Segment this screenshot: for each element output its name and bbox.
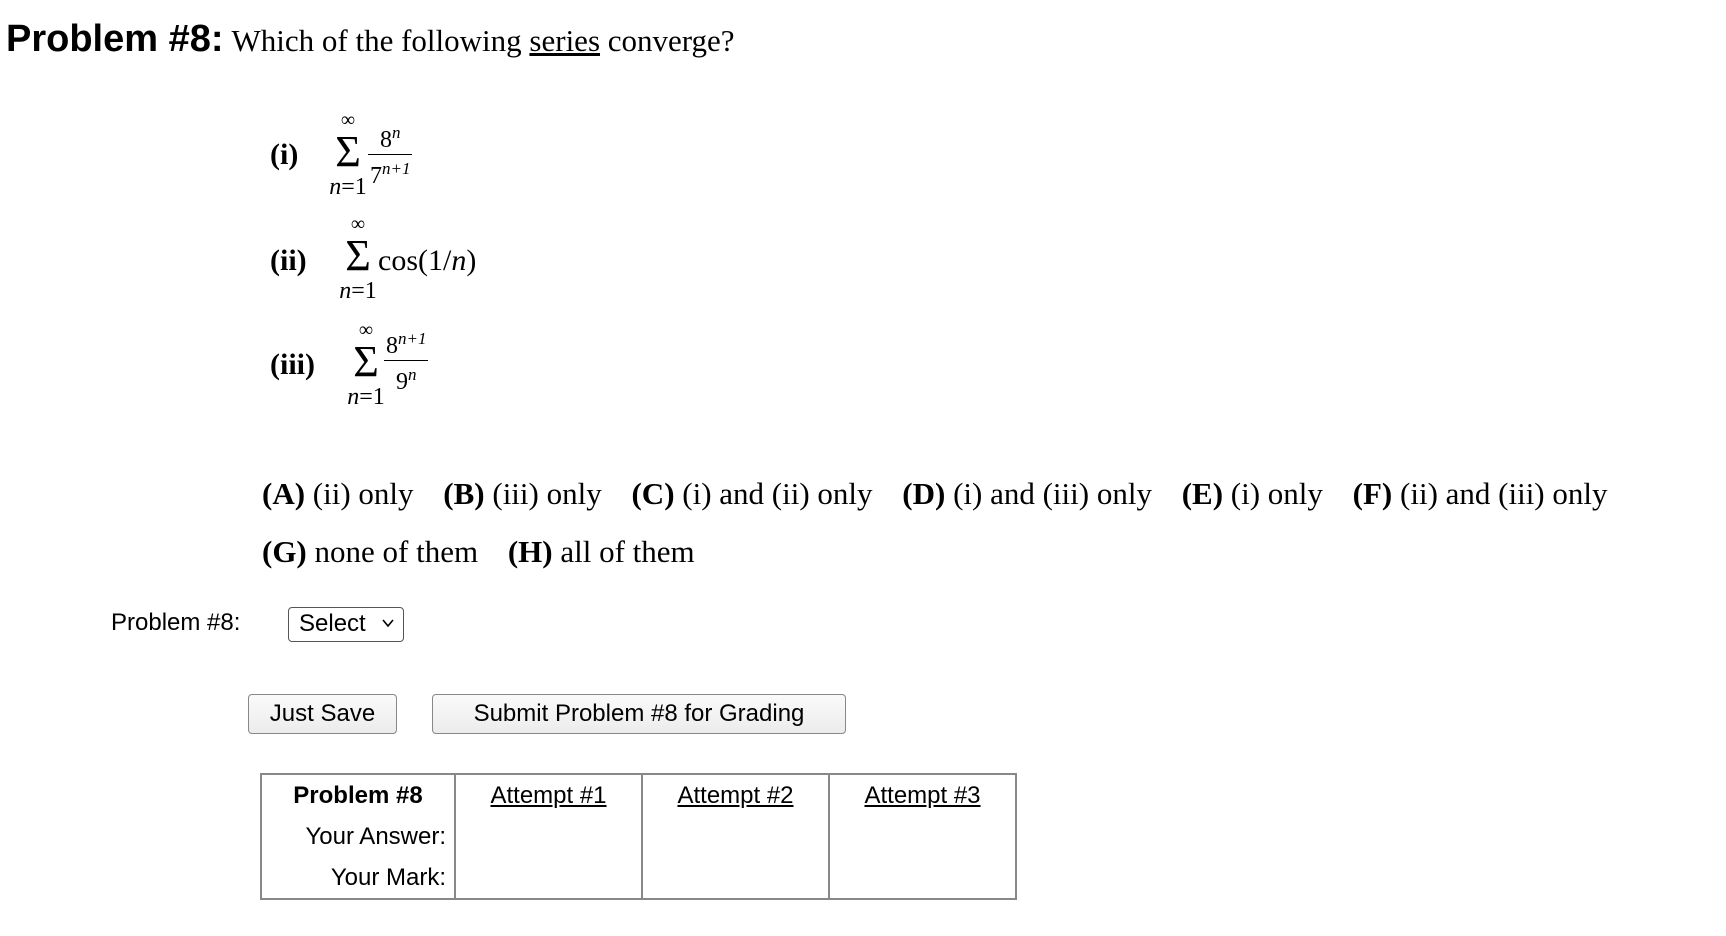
just-save-button[interactable]: Just Save	[248, 694, 397, 734]
answer-attempt-2	[642, 816, 829, 857]
results-title: Problem #8	[261, 774, 455, 816]
choices-row-2	[262, 534, 717, 570]
series-label: (iii)	[270, 348, 315, 381]
series-label: (ii)	[270, 244, 307, 277]
choice-d: (D) (i) and (iii) only	[902, 476, 1152, 511]
series-fraction	[368, 120, 412, 189]
choice-e: (E) (i) only	[1181, 476, 1323, 511]
attempt-3-header	[829, 774, 1016, 816]
sigma-lower: n=1	[347, 384, 385, 410]
choice-b: (B) (iii) only	[443, 476, 602, 511]
answer-select-value: Select	[299, 610, 366, 637]
results-table	[260, 773, 1017, 900]
mark-attempt-1	[455, 857, 642, 899]
choice-g: (G) none of them	[262, 534, 479, 569]
choice-c: (C) (i) and (ii) only	[631, 476, 873, 511]
attempt-1-header	[455, 774, 642, 816]
question-underlined-word: series	[529, 23, 601, 58]
sigma-symbol: Σ	[345, 231, 371, 280]
choice-h: (H) all of them	[507, 534, 695, 569]
attempt-1-link[interactable]: Attempt #1	[490, 781, 607, 809]
problem-heading	[6, 18, 735, 61]
series-fraction	[384, 326, 428, 395]
question-suffix: converge?	[600, 23, 735, 58]
answer-select[interactable]	[288, 607, 404, 642]
fraction-denominator: 9$^n$	[395, 365, 417, 395]
problem-question	[232, 23, 735, 58]
fraction-bar	[384, 360, 428, 361]
your-mark-row	[261, 857, 1016, 899]
sigma-upper: ∞	[350, 213, 366, 235]
question-prefix: Which of the following	[231, 23, 530, 58]
sigma-symbol: Σ	[335, 127, 361, 176]
choices-row-1	[262, 476, 1630, 512]
your-answer-row	[261, 816, 1016, 857]
sigma-upper: ∞	[340, 109, 356, 131]
your-mark-label: Your Mark:	[261, 857, 455, 899]
results-header-row	[261, 774, 1016, 816]
your-answer-label: Your Answer:	[261, 816, 455, 857]
attempt-3-link[interactable]: Attempt #3	[864, 781, 981, 809]
fraction-numerator: $8^{n+1}$	[386, 329, 427, 359]
fraction-numerator: 8$^n$	[379, 123, 401, 153]
submit-button[interactable]: Submit Problem #8 for Grading	[432, 694, 846, 734]
answer-attempt-1	[455, 816, 642, 857]
attempt-2-header	[642, 774, 829, 816]
fraction-denominator: $7^{n+1}$	[370, 159, 411, 189]
choice-f: (F) (ii) and (iii) only	[1352, 476, 1608, 511]
attempt-2-link[interactable]: Attempt #2	[677, 781, 794, 809]
chevron-down-icon	[381, 616, 395, 630]
sigma-upper: ∞	[358, 319, 374, 341]
choice-a: (A) (ii) only	[262, 476, 414, 511]
sigma-symbol: Σ	[353, 337, 379, 386]
series-label: (i)	[270, 138, 299, 171]
series-term: cos(1/n)	[378, 244, 477, 277]
problem-number: Problem #8:	[6, 18, 224, 60]
sigma-lower: n=1	[329, 174, 367, 200]
mark-attempt-2	[642, 857, 829, 899]
sigma-lower: n=1	[339, 278, 377, 304]
fraction-bar	[368, 154, 412, 155]
mark-attempt-3	[829, 857, 1016, 899]
answer-attempt-3	[829, 816, 1016, 857]
answer-label: Problem #8:	[111, 609, 241, 636]
